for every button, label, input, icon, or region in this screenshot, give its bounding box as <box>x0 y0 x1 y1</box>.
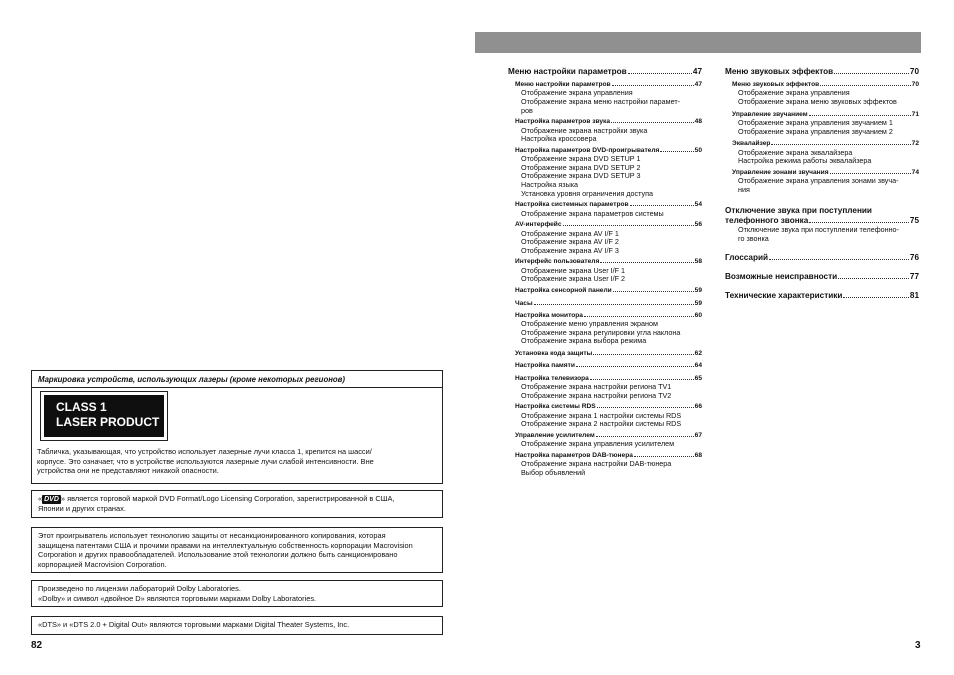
toc-section: Управление усилителем 67 Отображение экрана управления усилителем <box>515 431 702 449</box>
toc-section-title[interactable]: Настройка параметров DAB-тюнера 68 <box>515 451 702 459</box>
dvd-logo-icon: DVD <box>44 496 59 503</box>
toc-specifications-entry[interactable]: Технические характеристики 81 <box>725 290 919 300</box>
toc-section-title[interactable]: Интерфейс пользователя 58 <box>515 258 702 266</box>
right-page-number: 3 <box>915 640 921 651</box>
toc-section-title[interactable]: Часы 59 <box>515 300 702 308</box>
toc-phone-mute-entry[interactable]: Отключение звука при поступлении телефонного звонка 75 Отключение звука при поступлении телефонно- го звонка <box>725 206 919 243</box>
laser-notice-title: Маркировка устройств, использующих лазеры (кроме некоторых регионов) <box>38 375 345 384</box>
toc-section-title[interactable]: Управление звучанием 71 <box>732 110 919 118</box>
toc-section-title[interactable]: Настройка памяти 64 <box>515 362 702 370</box>
laser-text-line: устройства они не представляют никакой опасности. <box>37 466 219 476</box>
dts-notice-box <box>31 616 443 635</box>
toc-section <box>515 349 702 358</box>
toc-section: AV-интерфейс 56 Отображение экрана AV I/F 1 Отображение экрана AV I/F 2 Отображение экрана AV I/F 3 <box>515 221 702 255</box>
dvd-trademark-box <box>31 490 443 518</box>
toc-section: Настройка системы RDS 66 Отображение экрана 1 настройки системы RDS Отображение экрана 2 настройки системы RDS <box>515 403 702 429</box>
toc-section-title[interactable]: Настройка сенсорной панели 59 <box>515 286 702 294</box>
toc-section-title[interactable]: Настройка монитора 60 <box>515 311 702 319</box>
class1-laser-label <box>40 391 168 441</box>
dts-notice-text: «DTS» и «DTS 2.0 + Digital Out» являются торговыми марками Digital Theater Systems, Inc. <box>38 620 350 629</box>
toc-main-entry[interactable]: Меню звуковых эффектов 70 <box>725 67 919 76</box>
toc-troubleshooting-entry[interactable]: Возможные неисправности 77 <box>725 271 919 281</box>
contents-header-bar <box>475 32 921 53</box>
toc-section: Настройка телевизора 65 Отображение экрана настройки региона TV1 Отображение экрана настройки региона TV2 <box>515 374 702 400</box>
toc-section-title[interactable]: Эквалайзер 72 <box>732 140 919 148</box>
toc-section: Управление звучанием 71 Отображение экрана управления звучанием 1 Отображение экрана управления звучанием 2 <box>732 110 919 136</box>
dolby-notice-text: Произведено по лицензии лабораторий Dolby Laboratories. «Dolby» и символ «двойное D» являются торговыми марками Dolby Laboratories. <box>38 584 317 603</box>
toc-section: Меню настройки параметров 47 Отображение экрана управления Отображение экрана меню настройки парамет- ров <box>515 81 702 115</box>
toc-section: Настройка параметров звука 48 Отображение экрана настройки звука Настройка кроссовера <box>515 118 702 144</box>
toc-section-title[interactable]: Настройка телевизора 65 <box>515 374 702 382</box>
badge-line-1: CLASS 1 <box>56 400 107 414</box>
badge-line-2: LASER PRODUCT <box>56 415 160 429</box>
laser-notice-box <box>31 370 443 484</box>
toc-left-sections <box>508 80 702 478</box>
laser-notice-divider <box>32 387 442 388</box>
toc-section: Эквалайзер 72 Отображение экрана эквалайзера Настройка режима работы эквалайзера <box>732 140 919 166</box>
toc-glossary-entry[interactable]: Глоссарий 76 <box>725 252 919 262</box>
toc-section: Интерфейс пользователя 58 Отображение экрана User I/F 1 Отображение экрана User I/F 2 <box>515 258 702 284</box>
toc-right-column <box>725 67 919 304</box>
toc-section: Меню звуковых эффектов 70 Отображение экрана управления Отображение экрана меню звуковых эффектов <box>732 81 919 106</box>
toc-section-title[interactable]: Управление усилителем 67 <box>515 431 702 439</box>
dolby-notice-box <box>31 580 443 607</box>
macrovision-notice-box <box>31 527 443 573</box>
laser-notice-text <box>32 447 379 476</box>
toc-section <box>515 286 702 295</box>
toc-section-title[interactable]: Настройка параметров звука 48 <box>515 118 702 126</box>
laser-text-line: корпусе. Это означает, что в устройстве используются лазерные лучи слабой интенсивности. Вне <box>37 456 374 466</box>
toc-section-title[interactable]: Настройка параметров DVD-проигрывателя 50 <box>515 146 702 154</box>
toc-section-title[interactable]: Меню настройки параметров 47 <box>515 81 702 88</box>
laser-text-line: Табличка, указывающая, что устройство использует лазерные лучи класса 1, крепится на шасси/ <box>37 447 372 456</box>
macrovision-notice-text: Этот проигрыватель использует технологию защиты от несанкционированного копирования, которая защищена патентами США и прочими правами на интеллектуальную собственность корпорации Macrovision Corporation и других правообладателей. Использование этой технологии должно быть санкционировано корпорацией Macrovision Corporation. <box>38 531 413 569</box>
toc-section-title[interactable]: Установка кода защиты 62 <box>515 349 702 357</box>
toc-section-title[interactable]: Меню звуковых эффектов 70 <box>732 81 919 88</box>
toc-section-title[interactable]: Настройка системы RDS 66 <box>515 403 702 411</box>
left-page-number: 82 <box>31 640 43 651</box>
toc-section-title[interactable]: AV-интерфейс 56 <box>515 221 702 229</box>
toc-right-sections <box>725 80 919 194</box>
toc-left-column <box>508 67 702 478</box>
toc-section: Настройка параметров DAB-тюнера 68 Отображение экрана настройки DAB-тюнера Выбор объявлений <box>515 451 702 477</box>
toc-section-title[interactable]: Управление зонами звучания 74 <box>732 168 919 176</box>
toc-section: Настройка системных параметров 54 Отображение экрана параметров системы <box>515 201 702 218</box>
toc-section: Настройка параметров DVD-проигрывателя 50 Отображение экрана DVD SETUP 1 Отображение экрана DVD SETUP 2 Отображение экрана DVD SETUP 3 Настройка языка Установка уровня ограничения доступа <box>515 146 702 198</box>
toc-section <box>515 299 702 308</box>
toc-main-entry[interactable]: Меню настройки параметров 47 <box>508 67 702 76</box>
dvd-trademark-text: « DVD » является торговой маркой DVD Format/Logo Licensing Corporation, зарегистрированной в США, Японии и других странах. <box>38 494 395 513</box>
toc-section-title[interactable]: Настройка системных параметров 54 <box>515 201 702 209</box>
toc-section: Управление зонами звучания 74 Отображение экрана управления зонами звуча- ния <box>732 168 919 194</box>
toc-section: Настройка монитора 60 Отображение меню управления экраном Отображение экрана регулировки угла наклона Отображение экрана выбора режима <box>515 311 702 346</box>
toc-section <box>515 361 702 370</box>
